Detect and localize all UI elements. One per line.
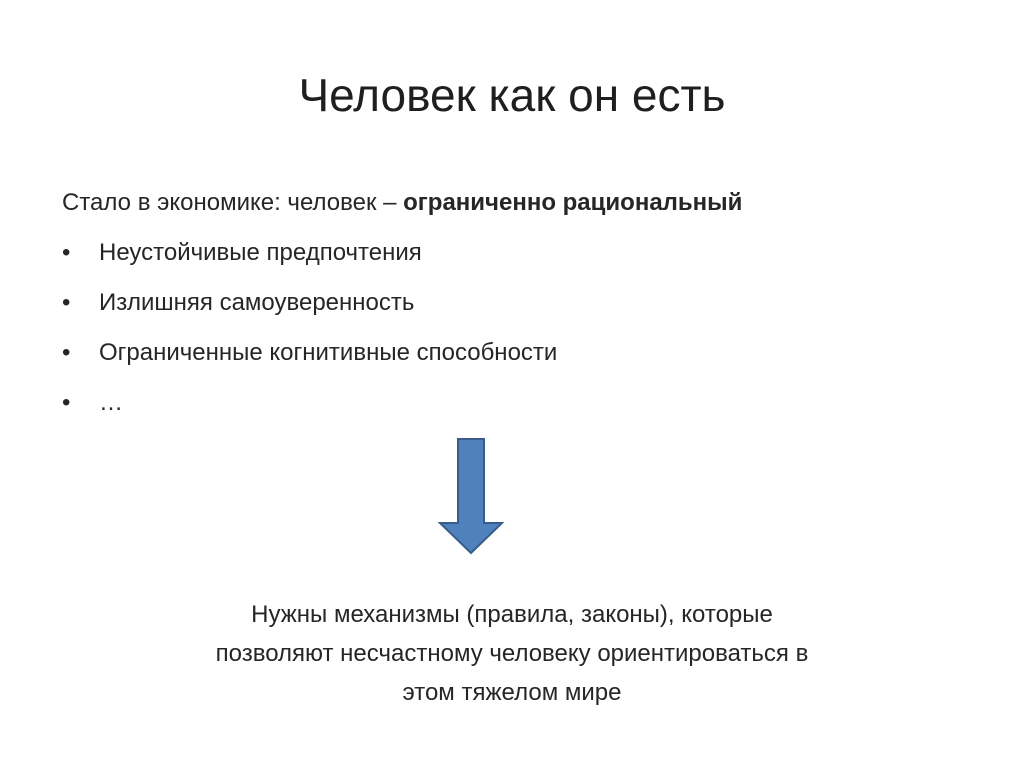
conclusion-line: этом тяжелом мире bbox=[402, 679, 622, 706]
bullet-text: Излишняя самоуверенность bbox=[99, 289, 415, 316]
bullet-text: Неустойчивые предпочтения bbox=[99, 239, 422, 266]
intro-emphasis: ограниченно рациональный bbox=[403, 189, 743, 216]
bullet-icon: • bbox=[62, 239, 71, 266]
down-arrow-icon bbox=[436, 436, 506, 556]
intro-line bbox=[62, 183, 742, 223]
bullet-icon: • bbox=[62, 389, 71, 416]
conclusion-line: Нужны механизмы (правила, законы), которые bbox=[251, 601, 773, 628]
intro-prefix: Стало в экономике: человек – bbox=[62, 189, 404, 216]
slide-title: Человек как он есть bbox=[298, 69, 726, 121]
conclusion-line: позволяют несчастному человеку ориентироваться в bbox=[215, 640, 809, 667]
bullet-icon: • bbox=[62, 339, 71, 366]
conclusion-text bbox=[0, 595, 1024, 712]
bullet-text: … bbox=[99, 389, 123, 416]
bullet-text: Ограниченные когнитивные способности bbox=[99, 339, 558, 366]
bullet-icon: • bbox=[62, 289, 71, 316]
